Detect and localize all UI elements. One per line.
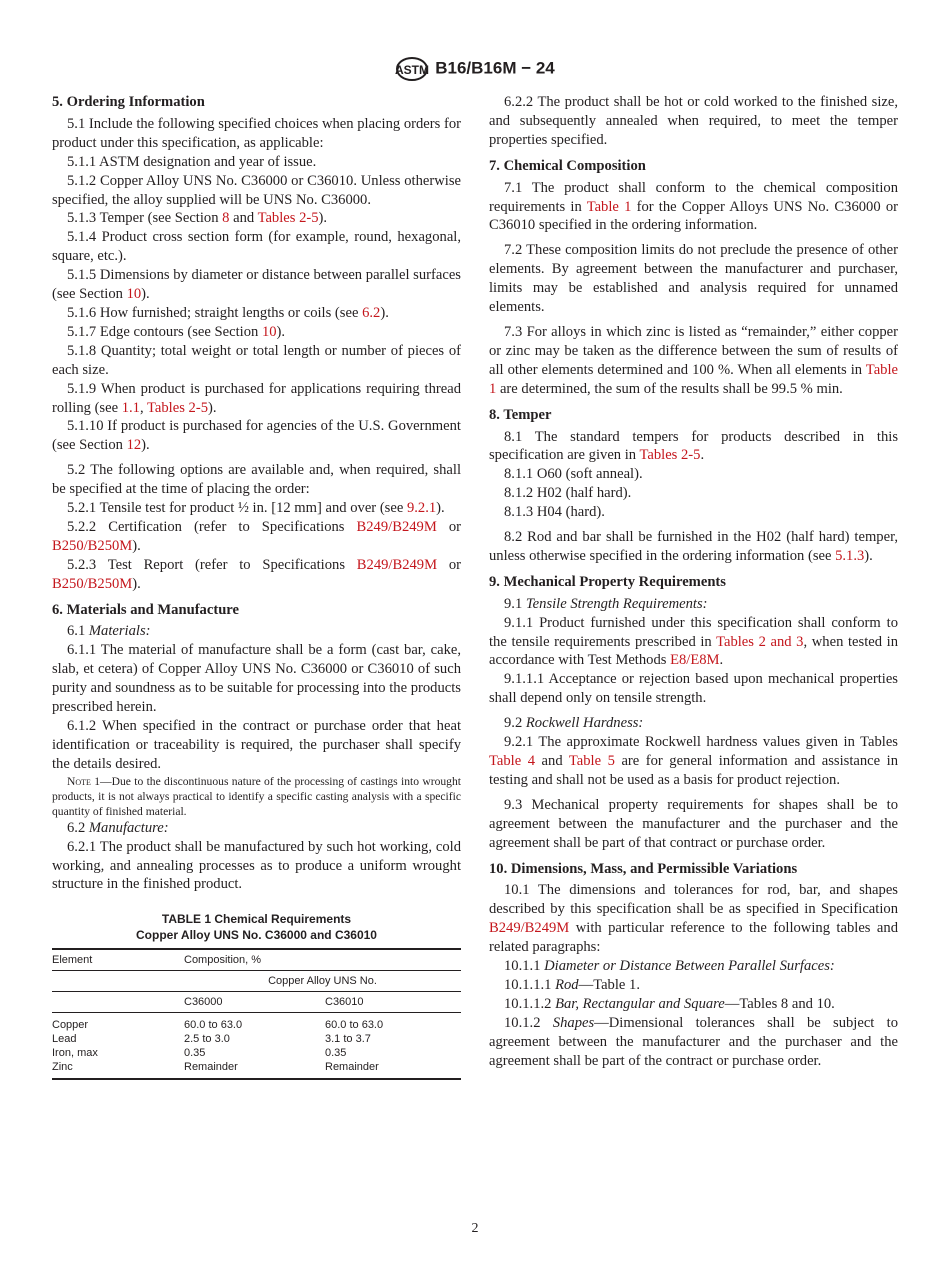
text: 10.1.1.1 (504, 976, 556, 993)
note (52, 774, 461, 819)
paragraph (52, 838, 461, 895)
text: 9.1.1.1 Acceptance or rejection based upon mechanical properties shall depend only on tensile strength. (489, 671, 898, 707)
paragraph (52, 153, 461, 172)
text: 5.1.2 Copper Alloy UNS No. C36000 or C36010. Unless otherwise specified, the alloy supplied will be UNS No. C36000. (52, 172, 461, 208)
cross-reference-link[interactable]: B250/B250M (52, 575, 133, 592)
italic-text: Rockwell Hardness: (525, 715, 644, 732)
table-cell: 0.35 (184, 1047, 206, 1060)
svg-text:ASTM: ASTM (395, 63, 430, 77)
text: 7.3 For alloys in which zinc is listed as “remainder,” either copper or zinc may be taken as the difference between the sum of results of all other elements determined and 100 %. When all elements in (489, 323, 898, 378)
table-subtitle: Copper Alloy UNS No. C36000 and C36010 (136, 928, 377, 943)
text: ). (380, 304, 389, 321)
paragraph (52, 172, 461, 210)
paragraph (489, 323, 898, 399)
text: —Due to the discontinuous nature of the processing of castings into wrought products, it is not always practical to identify a specific casting analysis with a specific quantity of finished material. (52, 774, 461, 818)
cross-reference-link[interactable]: Table 1 (489, 361, 898, 397)
table-row (52, 1046, 461, 1060)
document-designation: B16/B16M − 24 (435, 58, 555, 78)
text: ). (864, 547, 873, 564)
text: ). (141, 437, 150, 454)
paragraph (52, 518, 461, 556)
text: 5.1.6 How furnished; straight lengths or coils (see (67, 304, 363, 321)
section-heading: 7. Chemical Composition (489, 157, 646, 174)
text: 9.1 (504, 595, 526, 612)
italic-text: Manufacture: (88, 819, 169, 836)
text: —Dimensional tolerances shall be subject to agreement between the manufacturer and the purchaser and the agreement shall be part of the contract or purchase order. (489, 1014, 899, 1069)
table-row (52, 949, 461, 971)
right-column (489, 93, 898, 1071)
text: 5.2 The following options are available and, when required, shall be specified at the time of placing the order: (52, 462, 461, 498)
text: 5.1.3 Temper (see Section (67, 210, 223, 227)
astm-logo-icon (395, 56, 429, 82)
text: for the Copper Alloys UNS No. C36000 or C36010 specified in the ordering information. (489, 198, 898, 234)
text: or (436, 518, 462, 535)
table-cell: Composition, % (184, 949, 461, 971)
table-cell: 60.0 to 63.0 (325, 1019, 384, 1032)
text: 6.2.1 The product shall be manufactured by such hot working, cold working, and annealing processes as to produce a uniform wrought structure in the finished product. (52, 838, 461, 893)
cross-reference-link[interactable]: Tables 2-5 (147, 399, 208, 416)
table-cell: C36010 (325, 992, 461, 1013)
cross-reference-link[interactable]: 1.1 (121, 399, 140, 416)
paragraph (489, 93, 898, 150)
table-title: TABLE 1 Chemical Requirements (161, 912, 352, 927)
paragraph (489, 733, 898, 790)
page-number: 2 (471, 1221, 479, 1236)
paragraph (489, 595, 898, 614)
paragraph (489, 995, 898, 1014)
text: , (139, 399, 148, 416)
text: and (229, 210, 258, 227)
text: —Table 1. (578, 976, 640, 993)
paragraph (52, 499, 461, 518)
cross-reference-link[interactable]: B249/B249M (489, 920, 570, 937)
table-cell: 2.5 to 3.0 (184, 1033, 230, 1046)
italic-text: Shapes (552, 1014, 595, 1031)
table-cell: Element (52, 949, 184, 971)
group-header: Copper Alloy UNS No. (184, 971, 461, 992)
text: 6.2.2 The product shall be hot or cold worked to the finished size, and subsequently annealed when required, to meet the temper properties specified. (489, 94, 898, 148)
text: 5.2.3 Test Report (refer to Specifications (67, 556, 357, 573)
cross-reference-link[interactable]: Table 1 (586, 198, 632, 215)
paragraph (52, 304, 461, 323)
text: are for general information and assistance in testing and shall not be used as a basis for product rejection. (489, 753, 899, 788)
text: 7.1 The product shall conform to the chemical composition requirements in (489, 179, 898, 215)
paragraph (489, 465, 898, 484)
paragraph (52, 323, 461, 342)
text: 9.3 Mechanical property requirements for shapes shall be to agreement between the manufacturer and the purchaser and the agreement shall be part of that contract or purchase order. (489, 796, 898, 851)
text: and (535, 753, 569, 769)
table-cell: 3.1 to 3.7 (325, 1033, 371, 1046)
section-heading: 6. Materials and Manufacture (52, 601, 239, 618)
cross-reference-link[interactable]: 9.2.1 (406, 500, 437, 517)
text: 8.1.3 H04 (hard). (504, 504, 605, 521)
cross-reference-link[interactable]: B249/B249M (356, 518, 437, 535)
paragraph (52, 228, 461, 266)
text: 5.1.5 Dimensions by diameter or distance between parallel surfaces (see Section (52, 267, 461, 303)
text: 5.1.9 When product is purchased for applications requiring thread rolling (see (52, 380, 461, 416)
left-column (52, 93, 461, 1080)
text: 9.1.1 Product furnished under this specification shall conform to the tensile requirements prescribed in (489, 614, 898, 650)
text: —Tables 8 and 10. (724, 995, 835, 1012)
text: 10.1 The dimensions and tolerances for rod, bar, and shapes described by this specification shall be as specified in Specification (489, 882, 898, 918)
text: 8.1.1 O60 (soft anneal). (504, 466, 643, 483)
table-cell: C36000 (184, 992, 325, 1013)
italic-text: Diameter or Distance Between Parallel Surfaces: (544, 958, 835, 975)
table-row (52, 992, 461, 1013)
paragraph (489, 957, 898, 976)
paragraph (489, 503, 898, 522)
text: ). (132, 537, 141, 554)
text: 10.1.1 (504, 958, 545, 975)
table-1 (52, 911, 461, 1080)
italic-text: Materials: (88, 623, 151, 640)
text: ). (132, 575, 141, 592)
page-header (0, 56, 950, 82)
cross-reference-link[interactable]: 6.2 (362, 304, 381, 321)
paragraph (489, 428, 898, 466)
table-cell: 0.35 (325, 1047, 347, 1060)
text: 5.2.1 Tensile test for product ½ in. [12 mm] and over (see (67, 500, 407, 517)
cross-reference-link[interactable]: E8/E8M (670, 652, 720, 669)
note-label: Note 1 (67, 774, 101, 788)
paragraph (489, 796, 898, 853)
text: 10.1.1.2 (504, 995, 556, 1012)
paragraph (489, 241, 898, 317)
text: 9.2 (504, 715, 526, 732)
paragraph (52, 342, 461, 380)
section-heading: 5. Ordering Information (52, 94, 205, 110)
paragraph (52, 209, 461, 228)
italic-text: Rod (555, 976, 579, 993)
text: ). (276, 323, 286, 340)
text: ). (318, 210, 328, 227)
paragraph (489, 528, 898, 566)
cross-reference-link[interactable]: 10 (261, 323, 277, 340)
cross-reference-link[interactable]: 8 (222, 210, 230, 227)
cross-reference-link[interactable]: 10 (126, 286, 142, 303)
text: 6.2 (67, 819, 89, 836)
paragraph (489, 714, 898, 733)
paragraph (52, 115, 461, 153)
text: 5.1.1 ASTM designation and year of issue. (67, 153, 317, 170)
text: 10.1.2 (504, 1014, 553, 1031)
text: . (700, 447, 705, 464)
cross-reference-link[interactable]: Tables 2 and 3 (716, 633, 804, 650)
paragraph (489, 1014, 898, 1071)
text: are determined, the sum of the results shall be 99.5 % min. (496, 380, 843, 397)
text: ). (208, 399, 217, 416)
section-heading: 8. Temper (489, 406, 552, 423)
table-cell (52, 992, 184, 1013)
chemical-requirements-table (52, 948, 461, 1080)
text: ). (436, 500, 445, 517)
paragraph (52, 417, 461, 455)
cross-reference-link[interactable]: B250/B250M (52, 537, 133, 554)
cross-reference-link[interactable]: Tables 2-5 (639, 447, 701, 464)
italic-text: Bar, Rectangular and Square (555, 995, 725, 1012)
cross-reference-link[interactable]: 12 (126, 437, 142, 454)
paragraph (489, 670, 898, 708)
text: or (437, 556, 462, 573)
text: 5.1.4 Product cross section form (for example, round, hexagonal, square, etc.). (52, 229, 461, 265)
paragraph (52, 717, 461, 774)
paragraph (52, 380, 461, 418)
paragraph (489, 976, 898, 995)
text: 5.2.2 Certification (refer to Specifications (67, 518, 357, 535)
text: 5.1.8 Quantity; total weight or total length or number of pieces of each size. (52, 342, 461, 378)
paragraph (52, 819, 461, 838)
table-cell (52, 971, 184, 992)
section-heading: 9. Mechanical Property Requirements (489, 573, 726, 590)
cross-reference-link[interactable]: Table 5 (568, 753, 615, 769)
table-cell: Iron, max (52, 1047, 98, 1060)
table-cell: 60.0 to 63.0 (184, 1019, 243, 1032)
italic-text: Tensile Strength Requirements: (525, 595, 708, 612)
paragraph (52, 266, 461, 304)
text: 5.1 Include the following specified choices when placing orders for product under this specification, as applicable: (52, 115, 461, 151)
text: 8.1 The standard tempers for products described in this specification are given in (489, 428, 898, 464)
cross-reference-link[interactable]: Table 4 (489, 753, 536, 769)
table-cell: Remainder (184, 1061, 238, 1074)
text: with particular reference to the following tables and related paragraphs: (489, 920, 898, 956)
text: 5.1.7 Edge contours (see Section (67, 323, 262, 340)
paragraph (52, 622, 461, 641)
table-cell: Lead (52, 1033, 77, 1046)
paragraph (489, 881, 898, 957)
paragraph (52, 641, 461, 717)
paragraph (489, 484, 898, 503)
table-row (52, 1032, 461, 1046)
table-row (52, 971, 461, 992)
text: 7.2 These composition limits do not preclude the presence of other elements. By agreement between the manufacturer and purchaser, limits may be established and analysis required for unnamed elements. (489, 242, 898, 316)
text: 8.1.2 H02 (half hard). (504, 485, 632, 502)
table-cell: Copper (52, 1019, 89, 1032)
paragraph (489, 179, 898, 236)
section-heading: 10. Dimensions, Mass, and Permissible Variations (489, 860, 798, 877)
table-row (52, 1060, 461, 1079)
paragraph (52, 461, 461, 499)
cross-reference-link[interactable]: B249/B249M (356, 556, 438, 573)
text: 6.1.2 When specified in the contract or purchase order that heat identification or traceability is required, the purchaser shall specify the details desired. (52, 718, 461, 772)
table-cell: Zinc (52, 1061, 73, 1074)
text: 9.2.1 The approximate Rockwell hardness values given in Tables (504, 734, 898, 751)
text: , when tested in accordance with Test Methods (489, 633, 898, 669)
cross-reference-link[interactable]: 5.1.3 (835, 547, 865, 564)
paragraph (52, 556, 461, 594)
text: ). (141, 286, 150, 303)
text: 5.1.10 If product is purchased for agencies of the U.S. Government (see Section (52, 418, 461, 454)
text: 6.1 (67, 623, 89, 640)
text: . (719, 652, 724, 669)
cross-reference-link[interactable]: Tables 2-5 (257, 210, 319, 227)
text: 6.1.1 The material of manufacture shall be a form (cast bar, cake, slab, et cetera) of Copper Alloy UNS No. C36000 or C36010 of such purity and soundness as to be suitable for processing into the products prescribed herein. (52, 642, 461, 716)
table-row (52, 1013, 461, 1033)
table-cell: Remainder (325, 1061, 379, 1074)
paragraph (489, 614, 898, 671)
text: 8.2 Rod and bar shall be furnished in the H02 (half hard) temper, unless otherwise specified in the ordering information (see (489, 529, 898, 564)
